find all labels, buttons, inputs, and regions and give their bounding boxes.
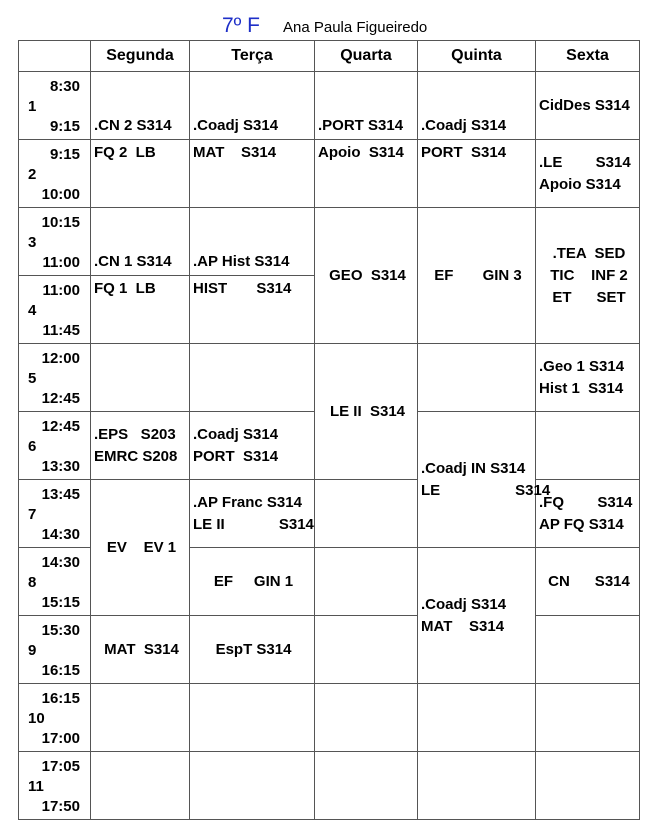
time-slot-8: 14:30 8 15:15 — [19, 548, 91, 616]
time-slot-10: 16:15 10 17:00 — [19, 684, 91, 752]
corner-cell — [19, 41, 91, 72]
lesson-tue-11 — [190, 752, 315, 820]
teacher-name: Ana Paula Figueiredo — [283, 19, 428, 36]
lesson-mon-7: EV EV 1 — [91, 480, 190, 616]
lesson-thu-1: .Coadj S314 — [418, 72, 536, 140]
lesson-wed-7 — [315, 480, 418, 548]
timetable — [18, 40, 640, 820]
lesson-wed-3: GEO S314 — [315, 208, 418, 344]
lesson-tue-8: EF GIN 1 — [190, 548, 315, 616]
lesson-mon-2: FQ 2 LB — [91, 140, 190, 208]
lesson-fri-9 — [536, 616, 640, 684]
lesson-tue-1: .Coadj S314 — [190, 72, 315, 140]
lesson-thu-2: PORT S314 — [418, 140, 536, 208]
lesson-tue-7: .AP Franc S314 LE II S314 — [190, 480, 315, 548]
lesson-tue-10 — [190, 684, 315, 752]
lesson-thu-8: .Coadj S314 MAT S314 — [418, 548, 536, 684]
lesson-tue-6: .Coadj S314 PORT S314 — [190, 412, 315, 480]
lesson-mon-9: MAT S314 — [91, 616, 190, 684]
lesson-wed-8 — [315, 548, 418, 616]
lesson-fri-2: .LE S314 Apoio S314 — [536, 140, 640, 208]
lesson-wed-1: .PORT S314 — [315, 72, 418, 140]
lesson-tue-2: MAT S314 — [190, 140, 315, 208]
lesson-fri-11 — [536, 752, 640, 820]
lesson-wed-10 — [315, 684, 418, 752]
lesson-mon-5 — [91, 344, 190, 412]
day-friday: Sexta — [536, 41, 640, 72]
time-slot-5: 12:00 5 12:45 — [19, 344, 91, 412]
time-slot-7: 13:45 7 14:30 — [19, 480, 91, 548]
lesson-fri-5: .Geo 1 S314 Hist 1 S314 — [536, 344, 640, 412]
day-monday: Segunda — [91, 41, 190, 72]
lesson-fri-3: .TEA SED TIC INF 2 ET SET — [536, 208, 640, 344]
lesson-mon-10 — [91, 684, 190, 752]
lesson-mon-6: .EPS S203 EMRC S208 — [91, 412, 190, 480]
lesson-tue-9: EspT S314 — [190, 616, 315, 684]
lesson-fri-8: CN S314 — [536, 548, 640, 616]
lesson-wed-11 — [315, 752, 418, 820]
lesson-fri-1: CidDes S314 — [536, 72, 640, 140]
lesson-tue-5 — [190, 344, 315, 412]
lesson-mon-1: .CN 2 S314 — [91, 72, 190, 140]
schedule-header — [0, 14, 655, 38]
lesson-tue-4: HIST S314 — [190, 276, 315, 344]
day-thursday: Quinta — [418, 41, 536, 72]
class-name: 7º F — [222, 14, 261, 37]
time-slot-4: 11:00 4 11:45 — [19, 276, 91, 344]
lesson-thu-11 — [418, 752, 536, 820]
lesson-tue-3: .AP Hist S314 — [190, 208, 315, 276]
time-slot-2: 9:15 2 10:00 — [19, 140, 91, 208]
lesson-thu-10 — [418, 684, 536, 752]
lesson-thu-6: .Coadj IN S314 LE S314 — [418, 412, 536, 548]
lesson-fri-6 — [536, 412, 640, 480]
time-slot-9: 15:30 9 16:15 — [19, 616, 91, 684]
day-wednesday: Quarta — [315, 41, 418, 72]
lesson-fri-7: .FQ S314 AP FQ S314 — [536, 480, 640, 548]
lesson-thu-5 — [418, 344, 536, 412]
time-slot-3: 10:15 3 11:00 — [19, 208, 91, 276]
lesson-mon-3: .CN 1 S314 — [91, 208, 190, 276]
lesson-wed-9 — [315, 616, 418, 684]
time-slot-1: 8:30 1 9:15 — [19, 72, 91, 140]
day-tuesday: Terça — [190, 41, 315, 72]
lesson-wed-5: LE II S314 — [315, 344, 418, 480]
lesson-mon-4: FQ 1 LB — [91, 276, 190, 344]
lesson-mon-11 — [91, 752, 190, 820]
lesson-fri-10 — [536, 684, 640, 752]
time-slot-6: 12:45 6 13:30 — [19, 412, 91, 480]
lesson-wed-2: Apoio S314 — [315, 140, 418, 208]
time-slot-11: 17:05 11 17:50 — [19, 752, 91, 820]
day-header-row — [19, 41, 640, 72]
lesson-thu-3: EF GIN 3 — [418, 208, 536, 344]
